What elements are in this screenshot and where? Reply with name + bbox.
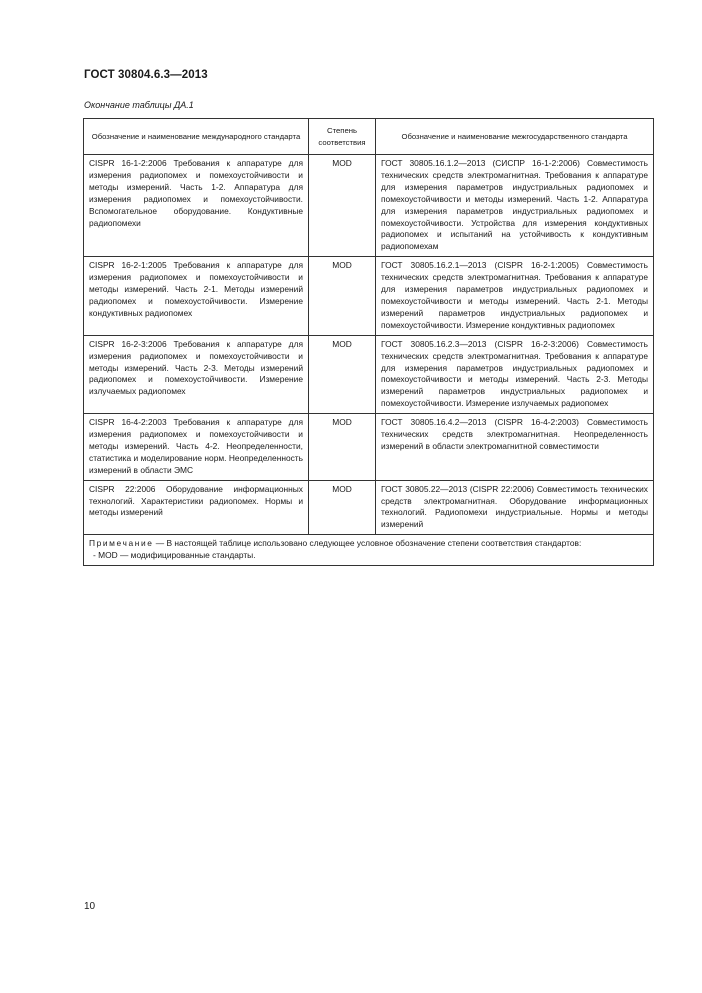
table-note [84, 535, 654, 566]
interstate-standard-cell: ГОСТ 30805.16.4.2—2013 (CISPR 16-4-2:2003) Совместимость технических средств электромагнитная. Неопределенность измерений в области электромагнитной совместимости [376, 414, 654, 481]
note-text: — В настоящей таблице использовано следующее условное обозначение степени соответствия стандартов: [153, 538, 582, 549]
table-note-row [84, 535, 654, 566]
intl-standard-cell: CISPR 22:2006 Оборудование информационных технологий. Характеристики радиопомех. Нормы и методы измерений [84, 480, 309, 535]
compliance-degree-cell: MOD [309, 480, 376, 535]
interstate-standard-cell: ГОСТ 30805.16.2.3—2013 (CISPR 16-2-3:2006) Совместимость технических средств электромагнитная. Требования к аппаратуре для измерения параметров индустриальных радиопомех и помехоустойчивости и методы измерений. Часть 2-3. Методы измерений параметров индустриальных радиопомех и помехоустойчивости. Измерение излучаемых радиопомех [376, 335, 654, 413]
intl-standard-cell: CISPR 16-1-2:2006 Требования к аппаратуре для измерения радиопомех и помехоустойчивости и методы измерений. Часть 1-2. Аппаратура для измерения радиопомех и помехоустойчивости. Вспомогательное оборудование. Кондуктивные радиопомехи [84, 155, 309, 257]
compliance-degree-cell: MOD [309, 335, 376, 413]
header-intl-standard: Обозначение и наименование международного стандарта [84, 119, 309, 155]
table-row [84, 480, 654, 535]
interstate-standard-cell: ГОСТ 30805.22—2013 (CISPR 22:2006) Совместимость технических средств электромагнитная. Оборудование информационных технологий. Радиопомехи индустриальные. Нормы и методы измерений [376, 480, 654, 535]
compliance-degree-cell: MOD [309, 414, 376, 481]
table-caption: Окончание таблицы ДА.1 [84, 100, 194, 110]
table-row [84, 155, 654, 257]
header-interstate-standard: Обозначение и наименование межгосударственного стандарта [376, 119, 654, 155]
intl-standard-cell: CISPR 16-2-1:2005 Требования к аппаратуре для измерения радиопомех и помехоустойчивости и методы измерений. Часть 2-1. Методы измерений радиопомех и помехоустойчивости. Измерение кондуктивных радиопомех [84, 257, 309, 335]
header-compliance-degree: Степень соответствия [309, 119, 376, 155]
note-list-item: - MOD — модифицированные стандарты. [93, 550, 256, 561]
intl-standard-cell: CISPR 16-4-2:2003 Требования к аппаратуре для измерения радиопомех и помехоустойчивости и методы измерений. Часть 4-2. Неопределенности, статистика и моделирование норм. Неопределенность измерений в области ЭМС [84, 414, 309, 481]
table-row [84, 414, 654, 481]
table-row [84, 335, 654, 413]
table-header-row [84, 119, 654, 155]
page-number: 10 [84, 901, 96, 912]
note-heading: Примечание [89, 538, 154, 549]
interstate-standard-cell: ГОСТ 30805.16.2.1—2013 (CISPR 16-2-1:2005) Совместимость технических средств электромагнитная. Требования к аппаратуре для измерения параметров индустриальных радиопомех и помехоустойчивости и методы измерений. Часть 2-1. Методы измерений параметров индустриальных радиопомех и помехоустойчивости. Измерение кондуктивных радиопомех [376, 257, 654, 335]
compliance-degree-cell: MOD [309, 155, 376, 257]
table-row [84, 257, 654, 335]
intl-standard-cell: CISPR 16-2-3:2006 Требования к аппаратуре для измерения радиопомех и помехоустойчивости и методы измерений. Часть 2-3. Методы измерений радиопомех и помехоустойчивости. Измерение излучаемых радиопомех [84, 335, 309, 413]
document-title: ГОСТ 30804.6.3—2013 [84, 69, 208, 81]
compliance-degree-cell: MOD [309, 257, 376, 335]
interstate-standard-cell: ГОСТ 30805.16.1.2—2013 (СИСПР 16-1-2:2006) Совместимость технических средств электромагнитная. Требования к аппаратуре для измерения параметров индустриальных радиопомех и помехоустойчивости и методы измерений. Часть 1-2. Аппаратура для измерения параметров индустриальных радиопомех и помехоустойчивости. Устройства для измерения кондуктивных радиопомех и испытаний на устойчивость к кондуктивным радиопомехам [376, 155, 654, 257]
standards-table [83, 118, 654, 566]
